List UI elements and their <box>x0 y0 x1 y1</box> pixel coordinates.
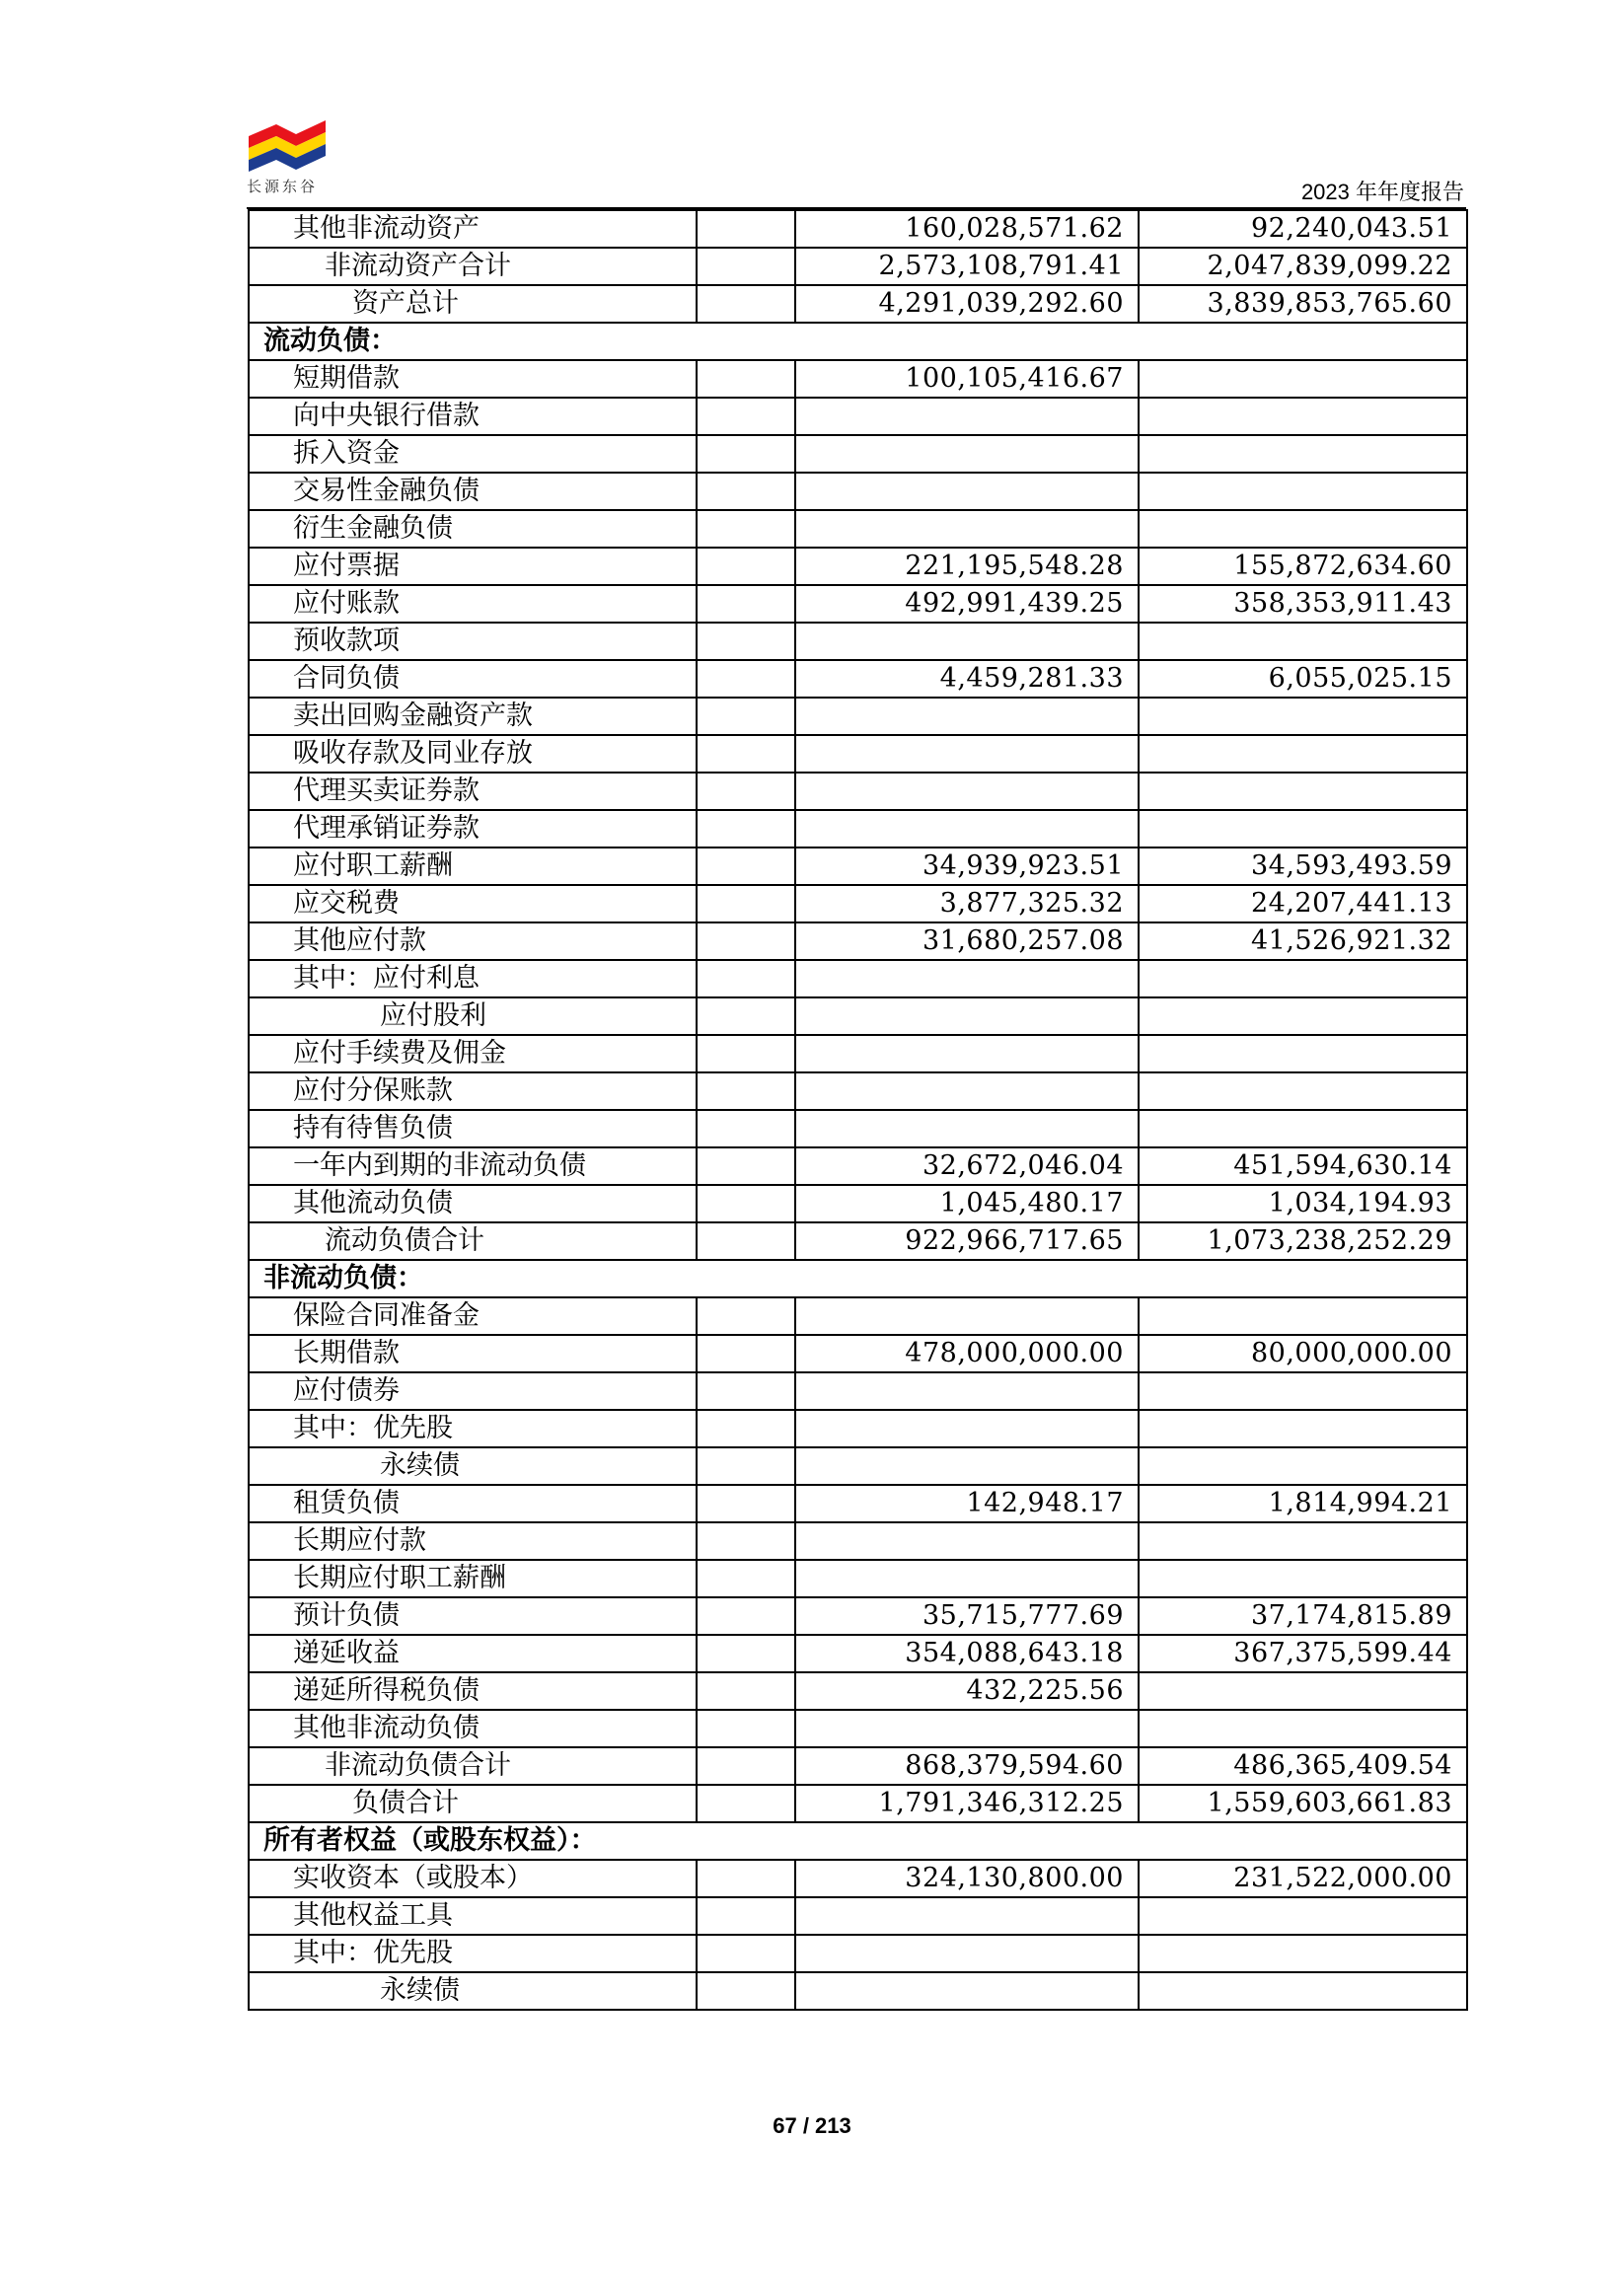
prior-period-value <box>1139 1672 1467 1710</box>
prior-period-value <box>1139 435 1467 473</box>
current-period-value: 160,028,571.62 <box>795 210 1139 248</box>
row-label: 租赁负债 <box>249 1485 697 1522</box>
section-heading: 所有者权益（或股东权益）： <box>249 1822 1467 1860</box>
prior-period-value <box>1139 1072 1467 1110</box>
row-label: 负债合计 <box>249 1785 697 1822</box>
page-number: 67 / 213 <box>773 2113 851 2138</box>
row-label: 代理买卖证券款 <box>249 773 697 810</box>
row-label: 衍生金融负债 <box>249 510 697 548</box>
current-period-value <box>795 435 1139 473</box>
current-period-value: 1,045,480.17 <box>795 1185 1139 1222</box>
prior-period-value: 2,047,839,099.22 <box>1139 248 1467 285</box>
note-cell <box>697 1935 795 1972</box>
row-label: 其他流动负债 <box>249 1185 697 1222</box>
row-label: 其他非流动资产 <box>249 210 697 248</box>
current-period-value: 432,225.56 <box>795 1672 1139 1710</box>
current-period-value: 492,991,439.25 <box>795 585 1139 623</box>
note-cell <box>697 773 795 810</box>
balance-sheet-table <box>248 209 1468 2011</box>
note-cell <box>697 473 795 510</box>
note-cell <box>697 1110 795 1147</box>
table-row <box>249 1935 1467 1972</box>
note-cell <box>697 1635 795 1672</box>
note-cell <box>697 1447 795 1485</box>
note-cell <box>697 510 795 548</box>
row-label: 应付账款 <box>249 585 697 623</box>
current-period-value <box>795 1297 1139 1335</box>
prior-period-value <box>1139 1935 1467 1972</box>
table-row <box>249 1072 1467 1110</box>
section-row <box>249 323 1467 360</box>
row-label: 应付手续费及佣金 <box>249 1035 697 1072</box>
prior-period-value: 1,073,238,252.29 <box>1139 1222 1467 1260</box>
row-label: 长期应付职工薪酬 <box>249 1560 697 1597</box>
current-period-value: 4,291,039,292.60 <box>795 285 1139 323</box>
prior-period-value <box>1139 1972 1467 2010</box>
company-logo <box>247 116 335 196</box>
current-period-value <box>795 1560 1139 1597</box>
prior-period-value <box>1139 1897 1467 1935</box>
section-row <box>249 1822 1467 1860</box>
note-cell <box>697 1897 795 1935</box>
row-label: 其中：优先股 <box>249 1935 697 1972</box>
current-period-value <box>795 960 1139 997</box>
prior-period-value <box>1139 623 1467 660</box>
note-cell <box>697 698 795 735</box>
row-label: 卖出回购金融资产款 <box>249 698 697 735</box>
note-cell <box>697 1860 795 1897</box>
table-row <box>249 210 1467 248</box>
row-label: 持有待售负债 <box>249 1110 697 1147</box>
table-row <box>249 773 1467 810</box>
current-period-value <box>795 1897 1139 1935</box>
table-row <box>249 922 1467 960</box>
current-period-value: 922,966,717.65 <box>795 1222 1139 1260</box>
table-row <box>249 1335 1467 1372</box>
note-cell <box>697 435 795 473</box>
note-cell <box>697 885 795 922</box>
prior-period-value <box>1139 698 1467 735</box>
row-label: 递延收益 <box>249 1635 697 1672</box>
logo-stripes-icon <box>247 116 328 172</box>
prior-period-value: 92,240,043.51 <box>1139 210 1467 248</box>
table-row <box>249 1372 1467 1410</box>
row-label: 吸收存款及同业存放 <box>249 735 697 773</box>
current-period-value: 478,000,000.00 <box>795 1335 1139 1372</box>
prior-period-value <box>1139 360 1467 398</box>
note-cell <box>697 1747 795 1785</box>
current-period-value: 142,948.17 <box>795 1485 1139 1522</box>
row-label: 长期借款 <box>249 1335 697 1372</box>
row-label: 其中：应付利息 <box>249 960 697 997</box>
prior-period-value: 80,000,000.00 <box>1139 1335 1467 1372</box>
table-row <box>249 1710 1467 1747</box>
table-row <box>249 698 1467 735</box>
report-title: 2023 年年度报告 <box>1300 180 1464 204</box>
current-period-value: 324,130,800.00 <box>795 1860 1139 1897</box>
prior-period-value <box>1139 510 1467 548</box>
prior-period-value: 1,034,194.93 <box>1139 1185 1467 1222</box>
note-cell <box>697 548 795 585</box>
note-cell <box>697 1785 795 1822</box>
table-row <box>249 1035 1467 1072</box>
prior-period-value: 358,353,911.43 <box>1139 585 1467 623</box>
prior-period-value <box>1139 473 1467 510</box>
current-period-value <box>795 810 1139 848</box>
row-label: 预计负债 <box>249 1597 697 1635</box>
logo-text: 长源东谷 <box>247 178 319 195</box>
row-label: 交易性金融负债 <box>249 473 697 510</box>
table-row <box>249 623 1467 660</box>
table-row <box>249 1747 1467 1785</box>
current-period-value <box>795 773 1139 810</box>
current-period-value <box>795 1110 1139 1147</box>
row-label: 应交税费 <box>249 885 697 922</box>
prior-period-value <box>1139 398 1467 435</box>
prior-period-value: 34,593,493.59 <box>1139 848 1467 885</box>
current-period-value <box>795 1447 1139 1485</box>
current-period-value: 35,715,777.69 <box>795 1597 1139 1635</box>
row-label: 合同负债 <box>249 660 697 698</box>
table-row <box>249 997 1467 1035</box>
row-label: 其他权益工具 <box>249 1897 697 1935</box>
current-period-value <box>795 997 1139 1035</box>
row-label: 永续债 <box>249 1447 697 1485</box>
prior-period-value: 37,174,815.89 <box>1139 1597 1467 1635</box>
row-label: 非流动负债合计 <box>249 1747 697 1785</box>
current-period-value: 34,939,923.51 <box>795 848 1139 885</box>
current-period-value <box>795 1935 1139 1972</box>
note-cell <box>697 1072 795 1110</box>
table-row <box>249 1635 1467 1672</box>
prior-period-value: 451,594,630.14 <box>1139 1147 1467 1185</box>
note-cell <box>697 848 795 885</box>
table-row <box>249 735 1467 773</box>
current-period-value: 31,680,257.08 <box>795 922 1139 960</box>
note-cell <box>697 660 795 698</box>
prior-period-value <box>1139 1410 1467 1447</box>
note-cell <box>697 210 795 248</box>
current-period-value <box>795 473 1139 510</box>
prior-period-value <box>1139 773 1467 810</box>
table-row <box>249 1222 1467 1260</box>
note-cell <box>697 248 795 285</box>
balance-sheet-body <box>249 210 1467 2010</box>
current-period-value <box>795 1522 1139 1560</box>
prior-period-value <box>1139 1560 1467 1597</box>
note-cell <box>697 735 795 773</box>
note-cell <box>697 1410 795 1447</box>
table-row <box>249 1147 1467 1185</box>
prior-period-value: 486,365,409.54 <box>1139 1747 1467 1785</box>
prior-period-value <box>1139 735 1467 773</box>
note-cell <box>697 1972 795 2010</box>
note-cell <box>697 1522 795 1560</box>
row-label: 向中央银行借款 <box>249 398 697 435</box>
table-row <box>249 1597 1467 1635</box>
note-cell <box>697 1560 795 1597</box>
current-period-value: 2,573,108,791.41 <box>795 248 1139 285</box>
table-row <box>249 960 1467 997</box>
table-row <box>249 848 1467 885</box>
current-period-value: 32,672,046.04 <box>795 1147 1139 1185</box>
current-period-value <box>795 510 1139 548</box>
row-label: 预收款项 <box>249 623 697 660</box>
table-row <box>249 510 1467 548</box>
row-label: 资产总计 <box>249 285 697 323</box>
current-period-value: 1,791,346,312.25 <box>795 1785 1139 1822</box>
table-row <box>249 1860 1467 1897</box>
current-period-value: 221,195,548.28 <box>795 548 1139 585</box>
prior-period-value: 231,522,000.00 <box>1139 1860 1467 1897</box>
table-row <box>249 1410 1467 1447</box>
note-cell <box>697 1147 795 1185</box>
table-row <box>249 1522 1467 1560</box>
note-cell <box>697 1035 795 1072</box>
current-period-value: 100,105,416.67 <box>795 360 1139 398</box>
prior-period-value: 367,375,599.44 <box>1139 1635 1467 1672</box>
table-row <box>249 398 1467 435</box>
prior-period-value <box>1139 960 1467 997</box>
section-heading: 流动负债： <box>249 323 1467 360</box>
current-period-value <box>795 1410 1139 1447</box>
row-label: 实收资本（或股本） <box>249 1860 697 1897</box>
table-row <box>249 885 1467 922</box>
note-cell <box>697 360 795 398</box>
current-period-value <box>795 1372 1139 1410</box>
note-cell <box>697 997 795 1035</box>
note-cell <box>697 1672 795 1710</box>
note-cell <box>697 1372 795 1410</box>
note-cell <box>697 922 795 960</box>
prior-period-value: 3,839,853,765.60 <box>1139 285 1467 323</box>
note-cell <box>697 585 795 623</box>
table-row <box>249 585 1467 623</box>
note-cell <box>697 1597 795 1635</box>
table-row <box>249 285 1467 323</box>
table-row <box>249 1972 1467 2010</box>
table-row <box>249 1297 1467 1335</box>
table-row <box>249 360 1467 398</box>
table-row <box>249 1785 1467 1822</box>
table-row <box>249 1185 1467 1222</box>
table-row <box>249 1897 1467 1935</box>
prior-period-value: 1,814,994.21 <box>1139 1485 1467 1522</box>
row-label: 应付股利 <box>249 997 697 1035</box>
prior-period-value: 41,526,921.32 <box>1139 922 1467 960</box>
table-row <box>249 435 1467 473</box>
table-row <box>249 248 1467 285</box>
current-period-value <box>795 1072 1139 1110</box>
row-label: 应付债券 <box>249 1372 697 1410</box>
row-label: 保险合同准备金 <box>249 1297 697 1335</box>
table-row <box>249 660 1467 698</box>
note-cell <box>697 623 795 660</box>
row-label: 递延所得税负债 <box>249 1672 697 1710</box>
row-label: 应付分保账款 <box>249 1072 697 1110</box>
current-period-value: 868,379,594.60 <box>795 1747 1139 1785</box>
prior-period-value: 6,055,025.15 <box>1139 660 1467 698</box>
row-label: 一年内到期的非流动负债 <box>249 1147 697 1185</box>
table-row <box>249 1672 1467 1710</box>
table-row <box>249 1110 1467 1147</box>
note-cell <box>697 285 795 323</box>
current-period-value <box>795 623 1139 660</box>
prior-period-value <box>1139 1035 1467 1072</box>
prior-period-value: 1,559,603,661.83 <box>1139 1785 1467 1822</box>
current-period-value <box>795 735 1139 773</box>
table-row <box>249 473 1467 510</box>
row-label: 其中：优先股 <box>249 1410 697 1447</box>
note-cell <box>697 960 795 997</box>
note-cell <box>697 810 795 848</box>
table-row <box>249 1447 1467 1485</box>
row-label: 应付票据 <box>249 548 697 585</box>
note-cell <box>697 398 795 435</box>
table-row <box>249 1560 1467 1597</box>
prior-period-value <box>1139 1297 1467 1335</box>
prior-period-value <box>1139 1522 1467 1560</box>
prior-period-value <box>1139 1447 1467 1485</box>
row-label: 短期借款 <box>249 360 697 398</box>
section-row <box>249 1260 1467 1297</box>
note-cell <box>697 1485 795 1522</box>
current-period-value <box>795 698 1139 735</box>
prior-period-value <box>1139 1710 1467 1747</box>
prior-period-value <box>1139 1372 1467 1410</box>
prior-period-value <box>1139 810 1467 848</box>
table-row <box>249 810 1467 848</box>
row-label: 其他应付款 <box>249 922 697 960</box>
row-label: 长期应付款 <box>249 1522 697 1560</box>
current-period-value <box>795 1972 1139 2010</box>
prior-period-value: 24,207,441.13 <box>1139 885 1467 922</box>
table-row <box>249 548 1467 585</box>
prior-period-value <box>1139 997 1467 1035</box>
note-cell <box>697 1335 795 1372</box>
row-label: 代理承销证券款 <box>249 810 697 848</box>
current-period-value: 354,088,643.18 <box>795 1635 1139 1672</box>
table-row <box>249 1485 1467 1522</box>
prior-period-value <box>1139 1110 1467 1147</box>
row-label: 拆入资金 <box>249 435 697 473</box>
current-period-value <box>795 1035 1139 1072</box>
row-label: 非流动资产合计 <box>249 248 697 285</box>
row-label: 流动负债合计 <box>249 1222 697 1260</box>
current-period-value: 3,877,325.32 <box>795 885 1139 922</box>
current-period-value <box>795 1710 1139 1747</box>
current-period-value <box>795 398 1139 435</box>
prior-period-value: 155,872,634.60 <box>1139 548 1467 585</box>
row-label: 永续债 <box>249 1972 697 2010</box>
note-cell <box>697 1185 795 1222</box>
note-cell <box>697 1297 795 1335</box>
current-period-value: 4,459,281.33 <box>795 660 1139 698</box>
row-label: 应付职工薪酬 <box>249 848 697 885</box>
note-cell <box>697 1222 795 1260</box>
note-cell <box>697 1710 795 1747</box>
section-heading: 非流动负债： <box>249 1260 1467 1297</box>
row-label: 其他非流动负债 <box>249 1710 697 1747</box>
